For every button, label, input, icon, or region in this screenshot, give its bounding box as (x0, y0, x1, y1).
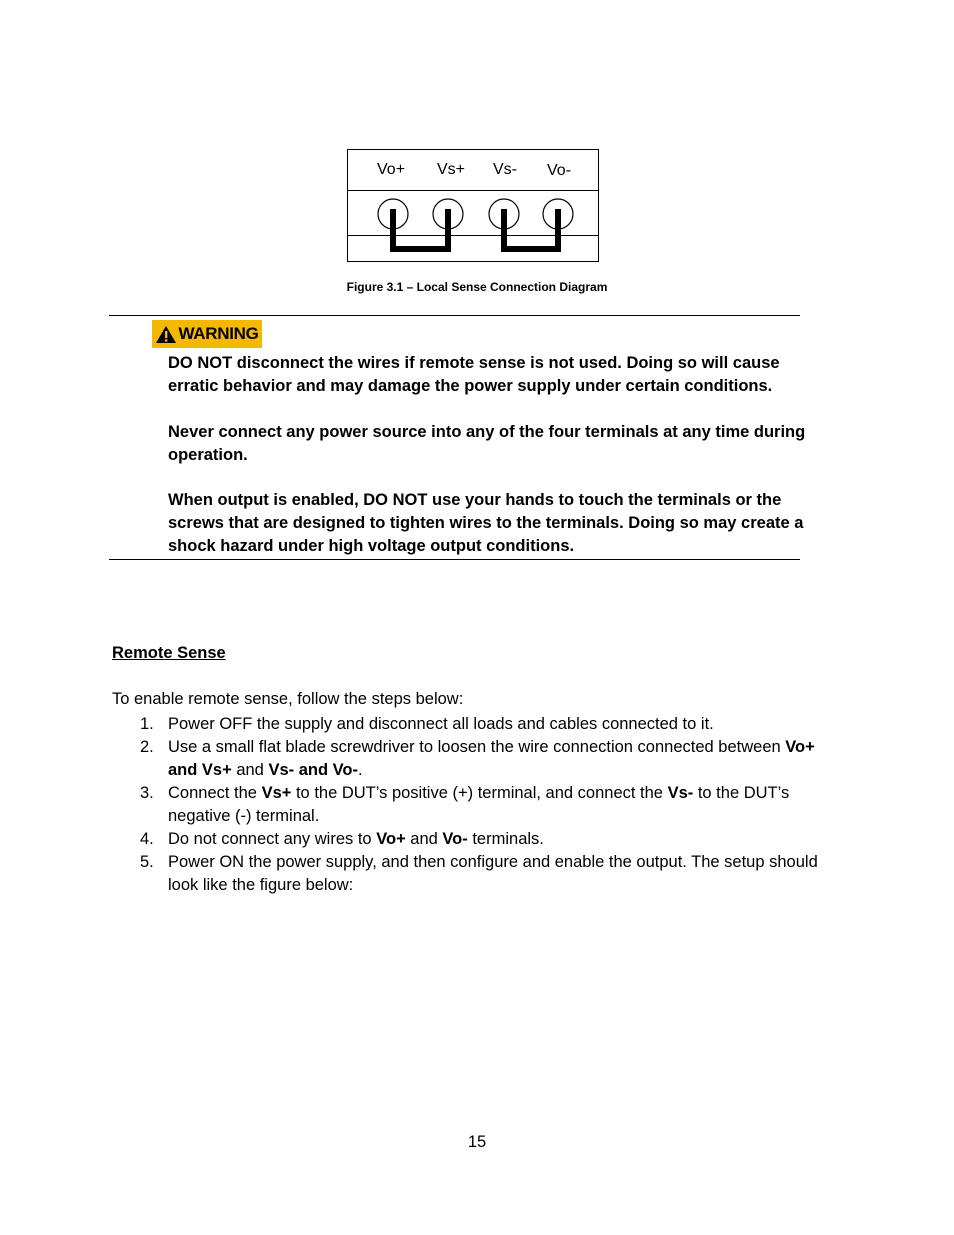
step-text: Power ON the power supply, and then configure and enable the output. The setup should look like the figure below: (168, 853, 818, 894)
step-text: Use a small flat blade screwdriver to loosen the wire connection connected between (168, 738, 786, 756)
terminal-label-vo-plus: Vo+ (377, 161, 406, 178)
steps-list (112, 713, 832, 897)
step-text: Power OFF the supply and disconnect all loads and cables connected to it. (168, 715, 714, 733)
step-text: to the DUT’s negative (-) terminal. (168, 784, 790, 825)
step-number: 3. (140, 784, 154, 802)
warning-badge (152, 320, 262, 348)
step-number: 1. (140, 715, 154, 733)
list-item (112, 828, 832, 851)
page-number: 15 (467, 1133, 487, 1151)
terminal-label-vs-minus: Vs- (493, 161, 517, 178)
step-text: and (405, 830, 443, 848)
step-bold: Vs- (667, 784, 694, 802)
list-item (112, 851, 832, 897)
warning-triangle-icon (155, 325, 177, 344)
warning-paragraph: DO NOT disconnect the wires if remote sense is not used. Doing so will cause erratic behavior and may damage the power supply under certain conditions. (168, 354, 780, 395)
warning-top-rule (109, 315, 800, 316)
step-number: 2. (140, 738, 154, 756)
warning-bottom-rule (109, 559, 800, 560)
step-number: 5. (140, 853, 154, 871)
step-text: Do not connect any wires to (168, 830, 377, 848)
section-heading: Remote Sense (112, 644, 226, 662)
step-text: and (231, 761, 269, 779)
terminal-label-vo-minus: Vo- (547, 162, 572, 179)
warning-paragraph: When output is enabled, DO NOT use your hands to touch the terminals or the screws that are designed to tighten wires to the terminals. Doing so may create a shock hazard under high voltage output conditions. (168, 491, 804, 555)
list-item (112, 782, 832, 828)
figure-caption: Figure 3.1 – Local Sense Connection Diagram (346, 280, 608, 294)
local-sense-connection-diagram (347, 149, 599, 262)
step-number: 4. (140, 830, 154, 848)
step-text: Connect the (168, 784, 262, 802)
section-intro: To enable remote sense, follow the steps below: (112, 690, 464, 708)
step-bold: Vs- and Vo- (268, 761, 358, 779)
step-text: . (358, 761, 363, 779)
warning-badge-label: WARNING (178, 324, 259, 343)
step-text: to the DUT’s positive (+) terminal, and connect the (291, 784, 668, 802)
step-bold: Vs+ (261, 784, 292, 802)
step-bold: Vo- (442, 830, 468, 848)
terminal-label-vs-plus: Vs+ (437, 161, 466, 178)
list-item (112, 736, 832, 782)
step-bold: Vo+ and Vs+ (168, 738, 815, 779)
warning-paragraph: Never connect any power source into any of the four terminals at any time during operation. (168, 423, 806, 464)
warning-text (168, 352, 808, 558)
step-text: terminals. (467, 830, 544, 848)
step-bold: Vo+ (376, 830, 406, 848)
list-item (112, 713, 832, 736)
